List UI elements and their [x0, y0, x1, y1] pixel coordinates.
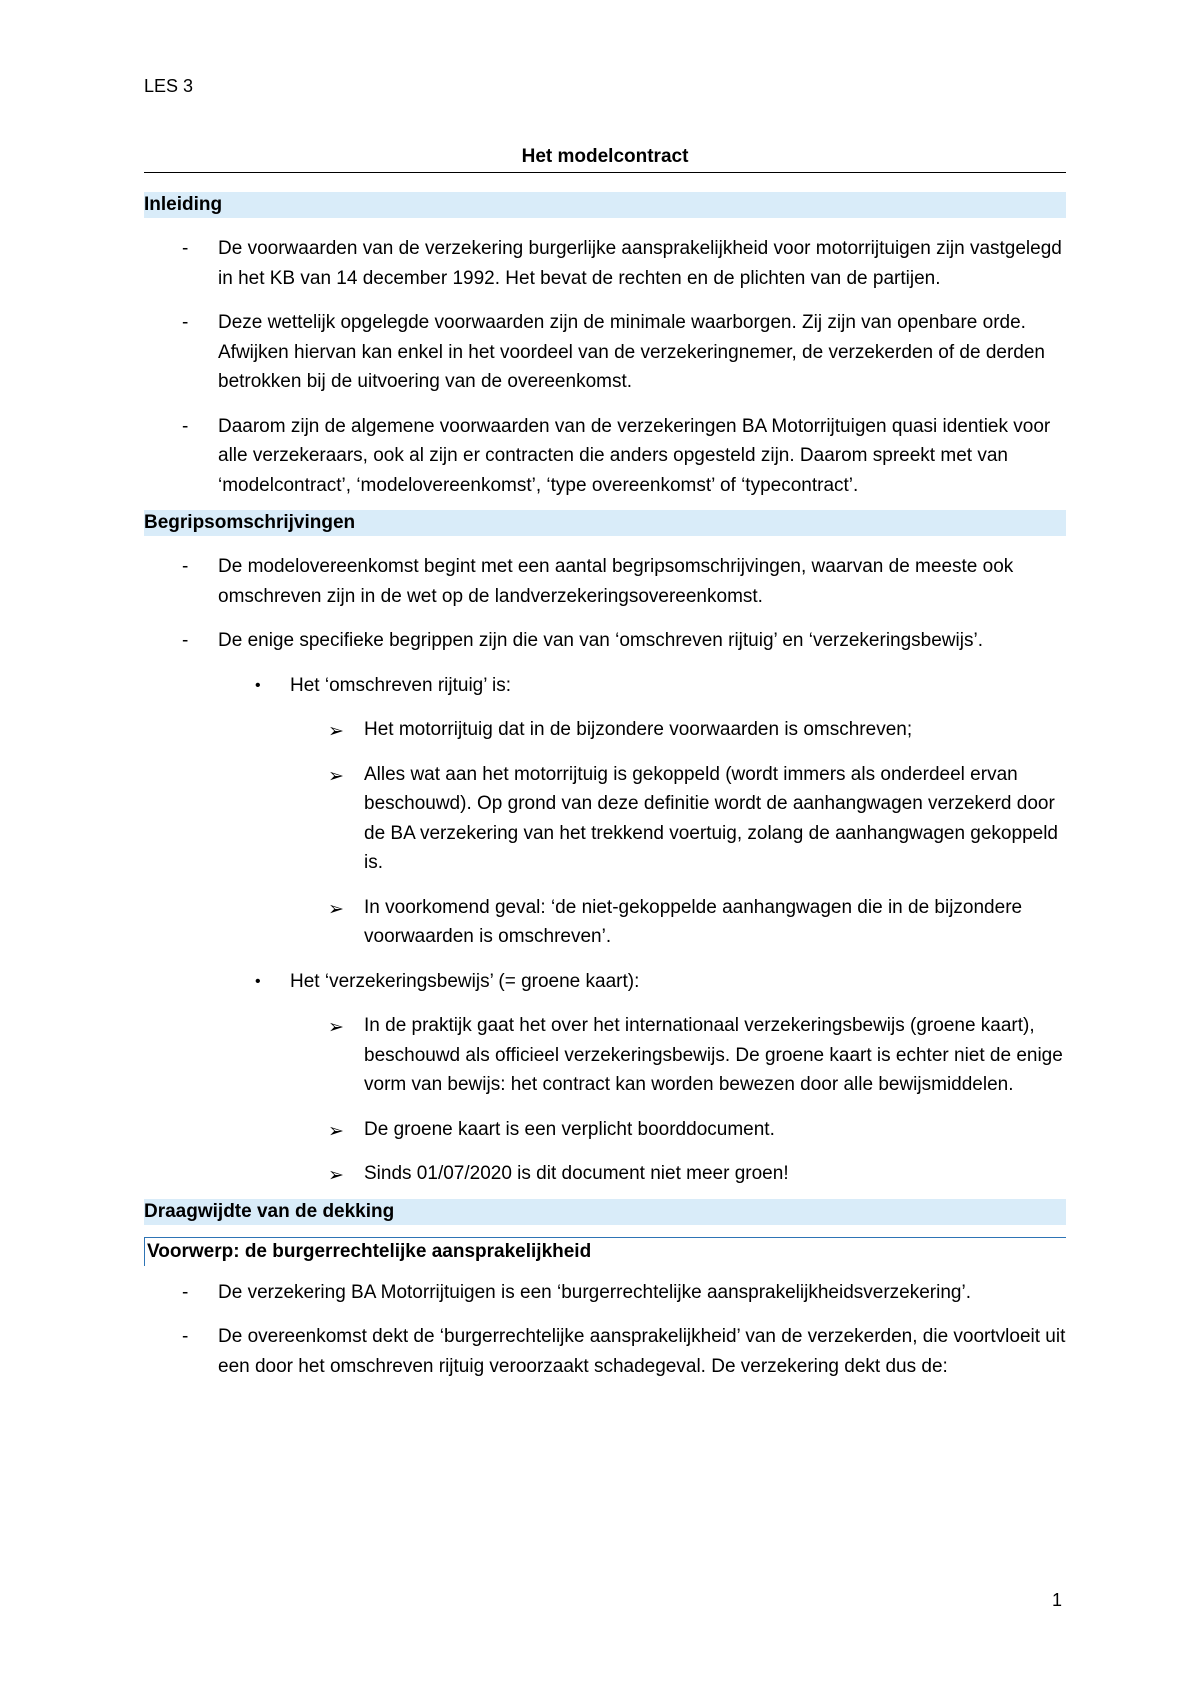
list-item	[144, 552, 1066, 611]
arrow-item	[144, 760, 1066, 878]
list-item	[144, 308, 1066, 397]
section-heading-begripsomschrijvingen: Begripsomschrijvingen	[144, 510, 1066, 536]
arrow-icon: ➢	[328, 1165, 344, 1186]
bullet-item-text: Het ‘omschreven rijtuig’ is:	[290, 674, 512, 696]
bullet-icon: •	[255, 676, 261, 694]
arrow-item-text: Alles wat aan het motorrijtuig is gekoppeld (wordt immers als onderdeel ervan beschouwd). Op grond van deze definitie wordt de aanhangwagen verzekerd door de BA verzekering van het trekkend voertuig, zolang de aanhangwagen gekoppeld is.	[364, 763, 1058, 873]
bullet-icon: •	[255, 972, 261, 990]
list-item	[144, 412, 1066, 501]
arrow-icon: ➢	[328, 765, 344, 787]
list-item-text: De modelovereenkomst begint met een aantal begripsomschrijvingen, waarvan de meeste ook omschreven zijn in de wet op de landverzekeringsovereenkomst.	[218, 556, 1014, 607]
dash-marker: -	[182, 1281, 189, 1303]
arrow-icon: ➢	[328, 1017, 344, 1038]
dash-marker: -	[182, 1326, 189, 1347]
document-body	[144, 192, 1066, 1396]
bullet-item-text: Het ‘verzekeringsbewijs’ (= groene kaart):	[290, 970, 640, 992]
bullet-item	[144, 671, 1066, 701]
page-number: 1	[1052, 1590, 1063, 1610]
list-item-text: De verzekering BA Motorrijtuigen is een ‘burgerrechtelijke aansprakelijkheidsverzekering’.	[218, 1281, 971, 1303]
list-item-text: De overeenkomst dekt de ‘burgerrechtelijke aansprakelijkheid’ van de verzekerden, die voortvloeit uit een door het omschreven rijtuig veroorzaakt schadegeval. De verzekering dekt dus de:	[218, 1326, 1066, 1377]
list-item-text: Deze wettelijk opgelegde voorwaarden zijn de minimale waarborgen. Zij zijn van openbare orde. Afwijken hiervan kan enkel in het voordeel van de verzekeringnemer, de verzekerden of de derden betrokken bij de uitvoering van de overeenkomst.	[218, 312, 1046, 392]
dash-marker: -	[182, 312, 189, 333]
arrow-item-text: In de praktijk gaat het over het internationaal verzekeringsbewijs (groene kaart), beschouwd als officieel verzekeringsbewijs. De groene kaart is echter niet de enige vorm van bewijs: het contract kan worden bewezen door alle bewijsmiddelen.	[364, 1015, 1063, 1095]
arrow-item	[144, 1159, 1066, 1189]
list-item-text: De enige specifieke begrippen zijn die van van ‘omschreven rijtuig’ en ‘verzekeringsbewijs’.	[218, 630, 983, 651]
arrow-item-text: De groene kaart is een verplicht boorddocument.	[364, 1118, 775, 1140]
dash-marker: -	[182, 556, 189, 577]
list-item-text: De voorwaarden van de verzekering burgerlijke aansprakelijkheid voor motorrijtuigen zijn vastgelegd in het KB van 14 december 1992. Het bevat de rechten en de plichten van de partijen.	[218, 238, 1062, 289]
page-header-label: LES 3	[144, 76, 194, 96]
arrow-icon: ➢	[328, 898, 344, 920]
dash-marker: -	[182, 415, 189, 437]
list-item-text: Daarom zijn de algemene voorwaarden van de verzekeringen BA Motorrijtuigen quasi identiek voor alle verzekeraars, ook al zijn er contracten die anders opgesteld zijn. Daarom spreekt met van ‘modelcontract’, ‘modelovereenkomst’, ‘type overeenkomst’ of ‘typecontract’.	[218, 415, 1051, 496]
arrow-icon: ➢	[328, 1120, 344, 1142]
section-heading-draagwijdte: Draagwijdte van de dekking	[144, 1199, 1066, 1225]
bullet-item	[144, 967, 1066, 997]
arrow-item-text: In voorkomend geval: ‘de niet-gekoppelde aanhangwagen die in de bijzondere voorwaarden is omschreven’.	[364, 896, 1023, 947]
arrow-item	[144, 1011, 1066, 1100]
arrow-icon: ➢	[328, 721, 344, 742]
arrow-item-text: Het motorrijtuig dat in de bijzondere voorwaarden is omschreven;	[364, 719, 913, 740]
subsection-heading-voorwerp: Voorwerp: de burgerrechtelijke aansprakelijkheid	[144, 1237, 1066, 1266]
list-item	[144, 1322, 1066, 1381]
dash-marker: -	[182, 238, 189, 259]
list-item	[144, 234, 1066, 293]
arrow-item-text: Sinds 01/07/2020 is dit document niet meer groen!	[364, 1163, 789, 1184]
document-title: Het modelcontract	[144, 146, 1066, 173]
arrow-item	[144, 715, 1066, 745]
dash-marker: -	[182, 630, 189, 651]
section-heading-inleiding: Inleiding	[144, 192, 1066, 218]
list-item	[144, 626, 1066, 656]
list-item	[144, 1278, 1066, 1308]
arrow-item	[144, 893, 1066, 952]
arrow-item	[144, 1115, 1066, 1145]
